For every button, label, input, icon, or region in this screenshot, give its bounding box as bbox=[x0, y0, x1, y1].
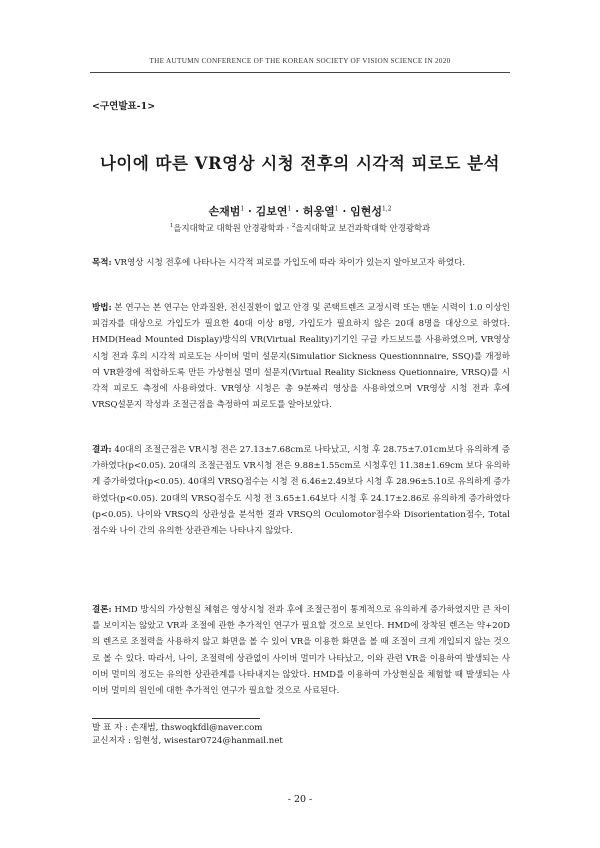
author-sup: 1 bbox=[287, 205, 292, 213]
author-sup: 1,2 bbox=[382, 205, 392, 213]
paper-title: 나이에 따른 VR영상 시청 전후의 시각적 피로도 분석 bbox=[99, 154, 500, 173]
section-label: 결과: bbox=[92, 445, 112, 455]
affil-sup: 2 bbox=[291, 223, 296, 230]
author-separator: · bbox=[244, 205, 256, 218]
section-label: 방법: bbox=[92, 303, 112, 313]
affil-sup: 1 bbox=[169, 223, 174, 230]
author-separator: · bbox=[338, 205, 351, 218]
author-sup: 1 bbox=[334, 205, 339, 213]
section-label: 결론: bbox=[92, 605, 112, 615]
section-text: 본 연구는 본 연구는 안과질환, 전신질환이 없고 안경 및 콘택트렌즈 교정시력 또는 맨눈 시력이 1.0 이상인 피검자를 대상으로 가입도가 필요한 40대 이상 8명, 가입도가 필요하지 않은 20대 8명을 대상으로 하였다. HMD(Head Mounted Display)방식의 VR(Virtual Reality)기기인 구글 카드보드를 사용하였으며, VR영상 시청 전과 후의 시각적 피로도는 사이버 멀미 설문지(Simulatior Sickness Questionnnaire, SSQ)를 개정하여 VR환경에 적합하도록 만든 가상현실 멀미 설문지(Virtual Reality Sickness Quetionnaire, VRSQ)를 시각적 피로도 측정에 사용하였다. VR영상 시청은 총 9분짜리 영상을 사용하였으며 VR영상 시청 전과 후에 VRSQ설문지 작성과 조절근점을 측정하여 피로도를 알아보았다. bbox=[92, 303, 510, 411]
section-text: VR영상 시청 전후에 나타나는 시각적 피로를 가입도에 따라 차이가 있는지 알아보고자 하였다. bbox=[111, 258, 466, 268]
section-text: HMD 방식의 가상현실 체험은 영상시청 전과 후에 조절근점이 통계적으로 유의하게 증가하였지만 큰 차이를 보이지는 않았고 VR과 조절에 관한 추가적인 연구가 필요할 것으로 보인다. HMD에 장착된 렌즈는 약+20D의 렌즈로 조절력을 사용하지 않고 화면을 볼 수 있어 VR을 이용한 화면을 볼 때 조절이 크게 개입되지 않는 것으로 볼 수 있다. 따라서, 나이, 조절력에 상관없이 사이버 멀미가 나타났고, 이와 관련 VR을 이용하여 발생되는 사이버 멀미의 정도는 유의한 상관관계를 나타내지는 않았다. HMD를 이용하여 가상현실을 체험할 때 발생되는 사이버 멀미의 원인에 대한 추가적인 연구가 필요할 것으로 사료된다. bbox=[92, 605, 510, 697]
presenter-contact: 발 표 자 : 손재범, thswoqkfdl@naver.com bbox=[92, 723, 263, 733]
author-name: 허웅열 bbox=[302, 205, 335, 218]
header-rule bbox=[90, 72, 510, 73]
conference-header: THE AUTUMN CONFERENCE OF THE KOREAN SOCIETY OF VISION SCIENCE IN 2020 bbox=[149, 57, 451, 65]
page-number: - 20 - bbox=[287, 794, 313, 805]
affil-separator: · bbox=[283, 223, 292, 233]
section-purpose bbox=[92, 255, 510, 271]
section-label: 목적: bbox=[92, 258, 112, 268]
affil-text: 을지대학교 보건과학대학 안경광학과 bbox=[295, 223, 431, 233]
author-name: 임현성 bbox=[350, 205, 382, 218]
section-result bbox=[92, 442, 510, 539]
author-name: 손재범 bbox=[208, 205, 241, 218]
affiliations bbox=[0, 222, 600, 234]
presentation-tag: <구연발표-1> bbox=[92, 101, 156, 112]
author-name: 김보연 bbox=[255, 205, 288, 218]
section-conclusion bbox=[92, 602, 510, 699]
author-separator: · bbox=[291, 205, 303, 218]
section-method bbox=[92, 300, 510, 413]
author-sup: 1 bbox=[240, 205, 245, 213]
author-list bbox=[0, 203, 600, 219]
affil-text: 을지대학교 대학원 안경광학과 bbox=[173, 223, 284, 233]
footnote-rule bbox=[92, 718, 260, 719]
section-text: 40대의 조절근점은 VR시청 전은 27.13±7.68cm로 나타났고, 시청 후 28.75±7.01cm보다 유의하게 증가하였다(p<0.05). 20대의 조절근점도 VR시청 전은 9.88±1.55cm로 시청후인 11.38±1.69cm 보다 유의하게 증가하였다(p<0.05). 40대의 VRSQ점수는 시청 전 6.46±2.49보다 시청 후 28.96±5.10로 유의하게 증가하였다(p<0.05). 20대의 VRSQ점수도 시청 전 3.65±1.64보다 시청 후 24.17±2.86로 유의하게 증가하였다(p<0.05). 나이와 VRSQ의 상관성을 분석한 결과 VRSQ의 Oculomotor점수와 Disorientation점수, Total 점수와 나이 간의 유의한 상관관계는 나타나지 않았다. bbox=[92, 445, 510, 537]
corresponding-contact: 교신저자 : 임현성, wisestar0724@hanmail.net bbox=[92, 736, 283, 746]
